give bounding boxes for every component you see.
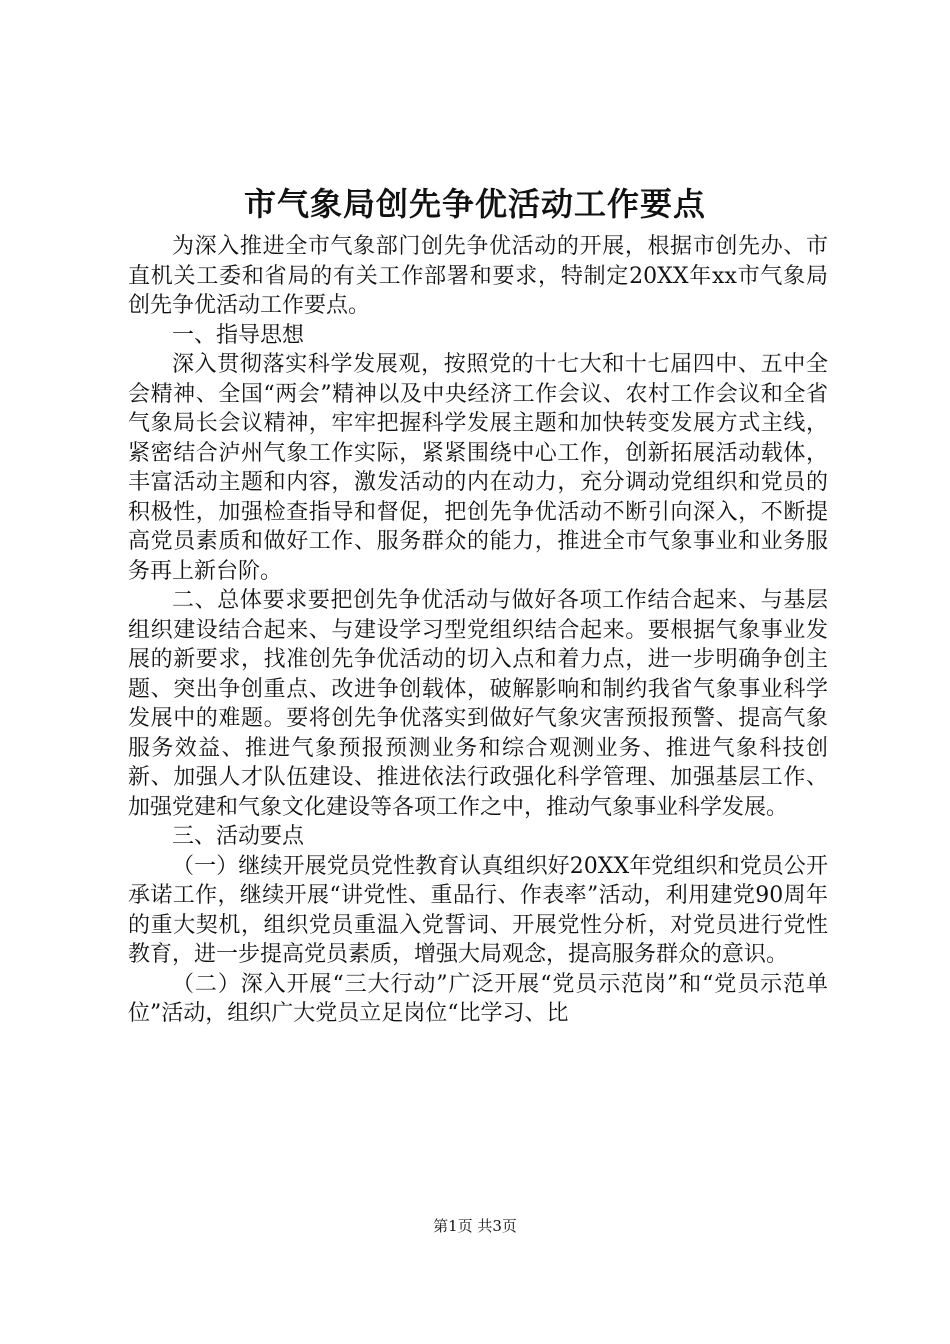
paragraph-overall-requirements: 二、总体要求要把创先争优活动与做好各项工作结合起来、与基层组织建设结合起来、与建设学习型党组织结合起来。要根据气象事业发展的新要求，找准创先争优活动的切入点和着力点，进一步明确争创主题、突出争创重点、改进争创载体，破解影响和制约我省气象事业科学发展中的难题。要将创先争优落实到做好气象灾害预报预警、提高气象服务效益、推进气象预报预测业务和综合观测业务、推进气象科技创新、加强人才队伍建设、推进依法行政强化科学管理、加强基层工作、加强党建和气象文化建设等各项工作之中，推动气象事业科学发展。: [128, 588, 828, 820]
page-footer: 第1页 共3页: [433, 1217, 517, 1235]
paragraph-intro: 为深入推进全市气象部门创先争优活动的开展，根据市创先办、市直机关工委和省局的有关工作部署和要求，特制定20XX年xx市气象局创先争优活动工作要点。: [128, 234, 828, 318]
section-heading-guiding-ideology: 一、指导思想: [172, 322, 305, 348]
paragraph-guiding-ideology: 深入贯彻落实科学发展观，按照党的十七大和十七届四中、五中全会精神、全国“两会”精神以及中央经济工作会议、农村工作会议和全省气象局长会议精神，牢牢把握科学发展主题和加快转变发展方式主线，紧密结合泸州气象工作实际，紧紧围绕中心工作，创新拓展活动载体，丰富活动主题和内容，激发活动的内在动力，充分调动党组织和党员的积极性，加强检查指导和督促，把创先争优活动不断引向深入，不断提高党员素质和做好工作、服务群众的能力，推进全市气象事业和业务服务再上新台阶。: [128, 352, 828, 584]
paragraph-activity-point-2: （二）深入开展“三大行动”广泛开展“党员示范岗”和“党员示范单位”活动，组织广大党员立足岗位“比学习、比: [128, 971, 828, 1026]
paragraph-activity-point-1: （一）继续开展党员党性教育认真组织好20XX年党组织和党员公开承诺工作，继续开展“讲党性、重品行、作表率”活动，利用建党90周年的重大契机，组织党员重温入党誓词、开展党性分析，对党员进行党性教育，进一步提高党员素质，增强大局观念，提高服务群众的意识。: [128, 853, 828, 967]
section-heading-activity-points: 三、活动要点: [172, 824, 305, 849]
document-title: 市气象局创先争优活动工作要点: [243, 185, 706, 223]
document-body: [128, 232, 828, 1029]
